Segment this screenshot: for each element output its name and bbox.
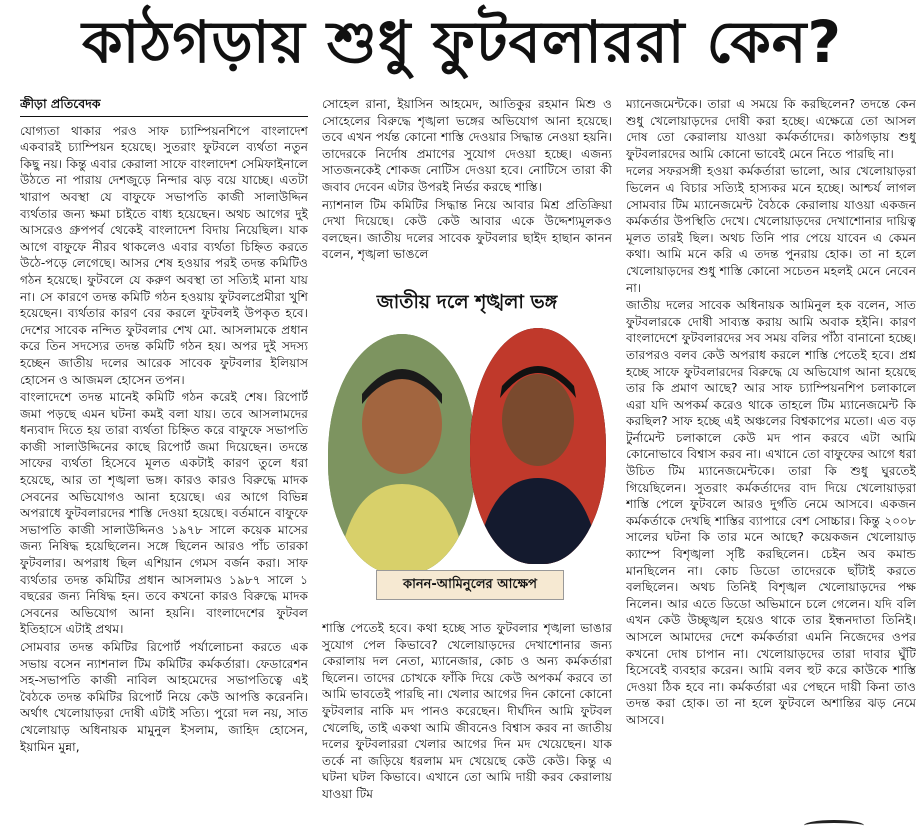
column-2-top <box>322 96 612 264</box>
column-2-bottom <box>322 620 612 804</box>
column-3 <box>626 96 916 831</box>
photo-box <box>322 282 612 620</box>
column-1 <box>20 96 308 831</box>
page-edge-mark <box>804 820 864 831</box>
subhead: জাতীয় দলে শৃঙ্খলা ভঙ্গ <box>376 291 558 313</box>
paragraph: ম্যানেজমেন্টকে। তারা এ সময়ে কি করছিলেন? তদন্তে কেন শুধু খেলোয়াড়দের দোষী করা হচ্ছে। এক্ষেত্রে তো আসল দোষ তো কেরালায় যাওয়া কর্মকর্তাদের। কাঠগড়ায় শুধু ফুটবলারদের আমি কোনো ভাবেই মেনে নিতে পারছি না। <box>626 97 916 161</box>
byline: ক্রীড়া প্রতিবেদক <box>20 96 308 117</box>
headline: কাঠগড়ায় শুধু ফুটবলাররা কেন? <box>81 7 843 76</box>
paragraph: ন্যাশনাল টিম কমিটির সিদ্ধান্ত নিয়ে আবার মিশ্র প্রতিক্রিয়া দেখা দিয়েছে। কেউ কেউ আবার একে উদ্দেশ্যমূলকও বলছেন। জাতীয় দলের সাবেক ফুটবলার ছাইদ হাছান কানন বলেন, শৃঙ্খলা ভাঙলে <box>322 197 612 262</box>
paragraph: দলের সফরসঙ্গী হওয়া কর্মকর্তারা ভালো, আর খেলোয়াড়রা ভিলেন এ বিচার সত্যিই হাস্যকর মনে হচ্ছে। আশ্চর্য লাগল সোমবার টিম ম্যানেজমেন্ট বৈঠকে কেরালায় যাওয়া একজন কর্মকর্তার উপস্থিতি দেখে। খেলোয়াড়দের দেখাশোনার দায়িত্ব মূলত তারই ছিল। অথচ তিনি পার পেয়ে যাবেন এ কেমন কথা। আমি মনে করি এ তদন্ত পুনরায় হোক। তা না হলে খেলোয়াড়দের শুধু শাস্তি কোনো সচেতন মহলই মেনে নেবেন না। <box>626 164 916 295</box>
photo-caption: কানন-আমিনুলের আক্ষেপ <box>376 570 564 600</box>
photo-portrait-right <box>470 328 606 564</box>
paragraph: সোহেল রানা, ইয়াসিন আহমেদ, আতিকুর রহমান মিশু ও সোহেলের বিরুদ্ধে শৃঙ্খলা ভঙ্গের অভিযোগ আনা হয়েছে। তবে এখন পর্যন্ত কোনো শাস্তি দেওয়ার সিদ্ধান্ত নেওয়া হয়নি। তাদেরকে নির্দোষ প্রমাণের সুযোগ দেওয়া হচ্ছে। এজন্য সাতজনকেই শোকজ নোটিস দেওয়া হবে। নোটিসে তারা কী জবাব দেবেন এটার উপরই নির্ভর করছে শাস্তি। <box>322 97 612 194</box>
paragraph: শাস্তি পেতেই হবে। কথা হচ্ছে সাত ফুটবলার শৃঙ্খলা ভাঙার সুযোগ পেল কিভাবে? খেলোয়াড়দের দেখাশোনার জন্য কেরালায় দল নেতা, ম্যানেজার, কোচ ও অন্য কর্মকর্তারা ছিলেন। তাদের চোখকে ফাঁকি দিয়ে কেউ অপকর্ম করবে তা আমি ভাবতেই পারছি না। খেলার আগের দিন কোনো কোনো ফুটবলার নাকি মদ পানও করেছেন। দীর্ঘদিন আমি ফুটবল খেলেছি, তাই একথা আমি জীবনেও বিশ্বাস করব না জাতীয় দলের ফুটবলাররা খেলার আগের দিন মদ খেয়েছেন। যাক তর্কে না জড়িয়ে ধরলাম মদ খেয়েছে কেউ কেউ। কিন্তু এ ঘটনা ঘটল কিভাবে। এখানে তো আমি দায়ী করব কেরালায় যাওয়া টিম <box>322 621 612 801</box>
paragraph: বাংলাদেশে তদন্ত মানেই কমিটি গঠন করেই শেষ। রিপোর্ট জমা পড়ছে এমন ঘটনা কমই বলা যায়। তবে আসলামদের ধন্যবাদ দিতে হয় তারা ব্যর্থতা চিহ্নিত করে বাফুফে সভাপতি কাজী সালাউদ্দিনের কাছে রিপোর্ট জমা দিয়েছেন। তদন্তে সাফের ব্যর্থতা হিসেবে মূলত একটাই কারণ তুলে ধরা হয়েছে, আর তা শৃঙ্খলা ভঙ্গ। কারও কারও বিরুদ্ধে মাদক সেবনের অভিযোগও আনা হয়েছে। এর আগে বিভিন্ন অপরাধে ফুটবলারদের শাস্তি দেওয়া হয়েছে। বর্তমানে বাফুফে সভাপতি কাজী সালাউদ্দিনও ১৯৭৮ সালে কয়েক মাসের জন্য নিষিদ্ধ হয়েছিলেন। সঙ্গে ছিলেন আরও পাঁচ তারকা ফুটবলার। অপরাধ ছিল এশিয়ান গেমস বর্জন করা। সাফ ব্যর্থতার তদন্ত কমিটির প্রধান আসলামও ১৯৮৭ সালে ১ বছরের জন্য নিষিদ্ধ হন। তবে কখনো কারও বিরুদ্ধে মাদক সেবনের অভিযোগ আনা হয়নি। বাংলাদেশের ফুটবল ইতিহাসে এটাই প্রথম। <box>20 390 308 637</box>
photo-portrait-left <box>328 334 476 574</box>
paragraph: সোমবার তদন্ত কমিটির রিপোর্ট পর্যালোচনা করতে এক সভায় বসেন ন্যাশনাল টিম কমিটির কর্মকর্তারা। ফেডারেশন সহ-সভাপতি কাজী নাবিল আহমেদের সভাপতিত্বে এই বৈঠকে তদন্ত কমিটির রিপোর্ট নিয়ে কেউ আপত্তি করেননি। অর্থাৎ খেলোয়াড়রা দোষী এটাই সত্যি। পুরো দল নয়, সাত খেলোয়াড় অধিনায়ক মামুনুল ইসলাম, জাহিদ হোসেন, ইয়ামিন মুন্না, <box>20 640 308 754</box>
portrait-right-image <box>470 328 606 564</box>
portrait-left-image <box>328 334 476 574</box>
paragraph: জাতীয় দলের সাবেক অধিনায়ক আমিনুল হক বলেন, সাত ফুটবলারকে দোষী সাব্যস্ত করায় আমি অবাক হইনি। কারণ বাংলাদেশে ফুটবলারদের সব সময় বলির পাঁঠা বানানো হচ্ছে। তারপরও বলব কেউ অপরাধ করলে শাস্তি পেতেই হবে। প্রশ্ন হচ্ছে সাফে ফুটবলারদের বিরুদ্ধে যে অভিযোগ আনা হয়েছে তার কি প্রমাণ আছে? আর সাফ চ্যাম্পিয়নশিপ চলাকালে এরা যদি অপকর্ম করেও থাকে তাহলে টিম ম্যানেজমেন্ট কি করছিল? সাফ হচ্ছে এই অঞ্চলের বিশ্বকাপের মতো। এত বড় টুর্নামেন্ট চলাকালে কেউ মদ পান করবে এটা আমি কোনোভাবে বিশ্বাস করব না। এখানে তো বাফুফের আগে ধরা উচিত টিম ম্যানেজমেন্টকে। তারা কি শুধু ঘুরতেই গিয়েছিলেন। সুতরাং কর্মকর্তাদের বাদ দিয়ে খেলোয়াড়রা শাস্তি পেলে ফুটবলে আরও দুর্গতি নেমে আসবে। একজন কর্মকর্তাকে দেখছি শাস্তির ব্যাপারে বেশ সোচ্চার। কিন্তু ২০০৮ সালের ঘটনা কি তার মনে আছে? কয়েকজন খেলোয়াড় ক্যাম্পে বিশৃঙ্খলা সৃষ্টি করছিলেন। চেইন অব কমান্ড মানছিলেন না। কোচ ডিডো তাদেরকে ছাঁটাই করতে বলছিলেন। অথচ তিনিই বিশৃঙ্খল খেলোয়াড়দের পক্ষ নিলেন। আর এতে ডিডো অভিমানে চলে গেলেন। যদি বলি এখন কেউ উচ্ছৃঙ্খল হয়েও থাকে তার ইন্ধনদাতা তিনিই। আসলে আমাদের দেশে কর্মকর্তারা এমনি নিজেদের ওপর কখনো দোষ চাপান না। খেলোয়াড়দের তারা দাবার ঘুঁটি হিসেবেই ব্যবহার করেন। আমি বলব হুট করে কাউকে শাস্তি দেওয়া ঠিক হবে না। কর্মকর্তারা এর পেছনে দায়ী কিনা তাও তদন্ত করা হোক। তা না হলে ফুটবলে অশান্তির ঝড় নেমে আসবে। <box>626 298 916 727</box>
paragraph: যোগ্যতা থাকার পরও সাফ চ্যাম্পিয়নশিপে বাংলাদেশ একবারই চ্যাম্পিয়ন হয়েছে। সুতরাং ফুটবলে ব্যর্থতা নতুন কিছু নয়। কিন্তু এবার কেরালা সাফে বাংলাদেশ সেমিফাইনালে উঠতে না পারায় দেশজুড়ে নিন্দার ঝড় বয়ে যাচ্ছে। এতটা খারাপ অবস্থা যে বাফুফে সভাপতি কাজী সালাউদ্দিন ব্যর্থতার জন্য ক্ষমা চাইতে বাধ্য হয়েছেন। অথচ আগের দুই আসরেও গ্রুপপর্ব থেকেই বাংলাদেশ বিদায় নিয়েছিল। যাক আগে বাফুফে নীরব থাকলেও এবার ব্যর্থতা চিহ্নিত করতে উঠে-পড়ে লেগেছে। আসর শেষ হওয়ার পরই তদন্ত কমিটিও গঠন হয়েছে। ফুটবলে যে করুণ অবস্থা তা সত্যিই মানা যায় না। সে কারণে তদন্ত কমিটি গঠন হওয়ায় ফুটবলপ্রেমীরা খুশি হয়েছেন। ব্যর্থতার কারণ বের করলে ফুটবলই উপকৃত হবে। দেশের সাবেক নন্দিত ফুটবলার শেখ মো. আসলামকে প্রধান করে তিন সদস্যের তদন্ত কমিটি গঠন হয়। অপর দুই সদস্য হচ্ছেন জাতীয় দলের আরেক সাবেক ফুটবলার ইলিয়াস হোসেন ও আজমল হোসেন তপন। <box>20 123 308 387</box>
